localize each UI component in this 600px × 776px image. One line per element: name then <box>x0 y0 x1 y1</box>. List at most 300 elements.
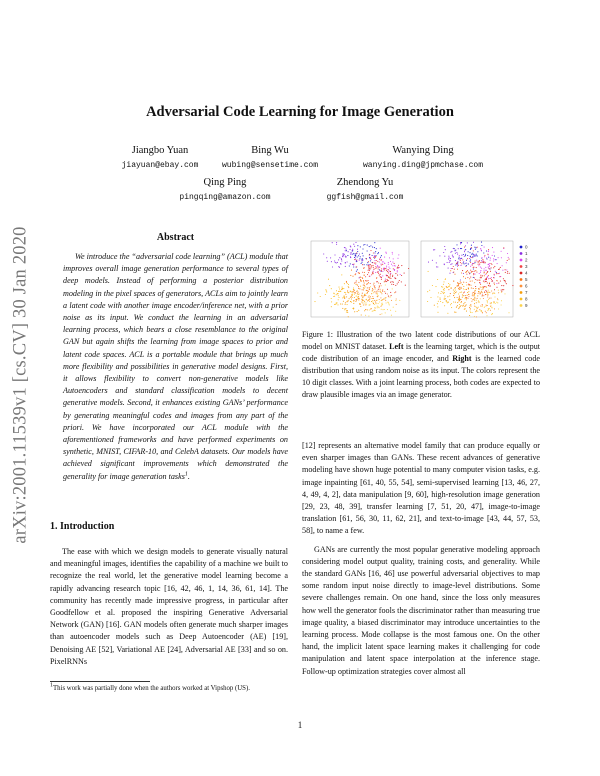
scatter-point <box>485 286 486 287</box>
scatter-point <box>352 276 353 277</box>
scatter-point <box>457 254 458 255</box>
scatter-point <box>463 303 464 304</box>
scatter-point <box>483 287 484 288</box>
scatter-point <box>377 293 378 294</box>
scatter-point <box>328 279 329 280</box>
scatter-point <box>502 265 503 266</box>
scatter-point <box>386 281 387 282</box>
scatter-point <box>336 302 337 303</box>
footnote-rule <box>50 681 150 682</box>
scatter-point <box>367 274 368 275</box>
scatter-point <box>469 315 470 316</box>
scatter-point <box>432 260 433 261</box>
scatter-point <box>485 267 486 268</box>
scatter-point <box>459 257 460 258</box>
scatter-point <box>348 292 349 293</box>
scatter-point <box>494 259 495 260</box>
scatter-point <box>385 284 386 285</box>
scatter-point <box>470 312 471 313</box>
scatter-point <box>464 251 465 252</box>
scatter-point <box>334 304 335 305</box>
scatter-point <box>472 280 473 281</box>
scatter-point <box>349 265 350 266</box>
scatter-point <box>471 247 472 248</box>
scatter-point <box>489 268 490 269</box>
scatter-point <box>385 279 386 280</box>
legend-swatch <box>520 265 523 268</box>
scatter-point <box>489 265 490 266</box>
scatter-point <box>441 291 442 292</box>
scatter-point <box>475 255 476 256</box>
scatter-point <box>440 299 441 300</box>
author-name: Zhendong Yu <box>336 177 394 188</box>
footnote-text: This work was partially done when the authors worked at Vipshop (US). <box>53 685 250 692</box>
scatter-point <box>482 306 483 307</box>
scatter-point <box>479 293 480 294</box>
scatter-point <box>473 294 474 295</box>
scatter-point <box>361 295 362 296</box>
scatter-point <box>364 244 365 245</box>
scatter-point <box>460 258 461 259</box>
scatter-point <box>384 268 385 269</box>
scatter-point <box>357 256 358 257</box>
scatter-point <box>358 294 359 295</box>
scatter-point <box>501 304 502 305</box>
scatter-point <box>459 307 460 308</box>
scatter-point <box>372 271 373 272</box>
scatter-point <box>456 263 457 264</box>
scatter-point <box>466 311 467 312</box>
scatter-point <box>481 245 482 246</box>
scatter-point <box>341 259 342 260</box>
scatter-point <box>378 306 379 307</box>
scatter-point <box>498 283 499 284</box>
scatter-point <box>487 293 488 294</box>
scatter-point <box>345 304 346 305</box>
scatter-point <box>495 303 496 304</box>
scatter-point <box>395 285 396 286</box>
scatter-point <box>471 254 472 255</box>
scatter-point <box>374 263 375 264</box>
scatter-point <box>467 292 468 293</box>
scatter-point <box>444 290 445 291</box>
scatter-point <box>370 308 371 309</box>
scatter-point <box>483 252 484 253</box>
scatter-point <box>498 292 499 293</box>
scatter-point <box>453 271 454 272</box>
scatter-point <box>377 266 378 267</box>
scatter-point <box>473 267 474 268</box>
scatter-point <box>474 306 475 307</box>
scatter-point <box>491 307 492 308</box>
scatter-point <box>447 262 448 263</box>
scatter-point <box>373 252 374 253</box>
scatter-point <box>501 300 502 301</box>
legend-label: 9 <box>525 303 528 309</box>
scatter-point <box>381 285 382 286</box>
author-email: ggfish@gmail.com <box>326 193 404 202</box>
scatter-point <box>476 260 477 261</box>
scatter-point <box>483 298 484 299</box>
scatter-point <box>368 300 369 301</box>
scatter-point <box>484 292 485 293</box>
scatter-point <box>396 304 397 305</box>
scatter-point <box>353 264 354 265</box>
introduction-paragraph: The ease with which we design models to generate visually natural and meaningful images, identifies the capability of a machine we built to recognize the real world, let the generative model learning become a rapidly advancing research topic [16, 42, 46, 1, 14, 36, 61, 14]. The community has recently made impressive progress, in particular after Goodfellow et al. proposed the inspiring Generative Adversarial Network (GAN) [16]. GAN models often generate much sharper images than autoencoder models such as Deep Autoencoder (AE) [19], Denoising AE [52], Variational AE [24], Adversarial AE [33] and so on. PixelRNNs <box>50 547 288 666</box>
scatter-point <box>365 315 366 316</box>
scatter-point <box>452 255 453 256</box>
scatter-point <box>458 248 459 249</box>
scatter-point <box>405 285 406 286</box>
scatter-point <box>399 280 400 281</box>
figure-legend <box>520 245 528 309</box>
scatter-point <box>338 297 339 298</box>
scatter-point <box>360 277 361 278</box>
scatter-point <box>347 301 348 302</box>
scatter-point <box>484 272 485 273</box>
scatter-point <box>370 260 371 261</box>
scatter-point <box>364 264 365 265</box>
scatter-point <box>370 245 371 246</box>
scatter-point <box>387 293 388 294</box>
scatter-point <box>353 253 354 254</box>
scatter-point <box>427 301 428 302</box>
scatter-point <box>325 294 326 295</box>
scatter-point <box>384 269 385 270</box>
scatter-point <box>358 282 359 283</box>
scatter-point <box>401 275 402 276</box>
scatter-point <box>444 296 445 297</box>
scatter-point <box>480 272 481 273</box>
scatter-point <box>389 271 390 272</box>
scatter-point <box>449 257 450 258</box>
scatter-point <box>449 262 450 263</box>
scatter-point <box>443 252 444 253</box>
scatter-point <box>467 258 468 259</box>
scatter-point <box>453 248 454 249</box>
author-email: pingqing@amazon.com <box>179 193 271 202</box>
scatter-point <box>485 262 486 263</box>
scatter-point <box>377 253 378 254</box>
scatter-point <box>480 275 481 276</box>
scatter-point <box>352 292 353 293</box>
scatter-point <box>444 299 445 300</box>
scatter-point <box>331 261 332 262</box>
scatter-point <box>395 278 396 279</box>
scatter-point <box>437 306 438 307</box>
scatter-point <box>393 258 394 259</box>
scatter-point <box>451 268 452 269</box>
scatter-point <box>462 284 463 285</box>
scatter-point <box>468 288 469 289</box>
scatter-point <box>369 276 370 277</box>
scatter-point <box>374 291 375 292</box>
scatter-point <box>339 267 340 268</box>
scatter-point <box>348 251 349 252</box>
scatter-point <box>468 251 469 252</box>
legend-label: 0 <box>525 244 528 250</box>
scatter-point <box>455 302 456 303</box>
scatter-point <box>378 289 379 290</box>
scatter-point <box>471 287 472 288</box>
scatter-point <box>396 298 397 299</box>
scatter-point <box>347 310 348 311</box>
scatter-point <box>352 295 353 296</box>
scatter-point <box>373 284 374 285</box>
scatter-point <box>378 271 379 272</box>
scatter-point <box>353 287 354 288</box>
scatter-point <box>501 290 502 291</box>
scatter-point <box>437 266 438 267</box>
scatter-point <box>380 283 381 284</box>
scatter-point <box>474 247 475 248</box>
scatter-point <box>480 270 481 271</box>
scatter-point <box>440 301 441 302</box>
scatter-point <box>477 255 478 256</box>
scatter-point <box>439 255 440 256</box>
scatter-point <box>468 291 469 292</box>
scatter-point <box>373 265 374 266</box>
page-number: 1 <box>297 720 303 730</box>
scatter-point <box>369 295 370 296</box>
scatter-point <box>480 267 481 268</box>
author-block <box>338 145 508 170</box>
scatter-point <box>478 293 479 294</box>
scatter-point <box>345 266 346 267</box>
scatter-point <box>488 290 489 291</box>
scatter-point <box>470 256 471 257</box>
scatter-point <box>367 300 368 301</box>
scatter-point <box>366 264 367 265</box>
scatter-point <box>428 262 429 263</box>
scatter-point <box>350 275 351 276</box>
scatter-point <box>381 264 382 265</box>
scatter-point <box>382 275 383 276</box>
scatter-point <box>390 310 391 311</box>
scatter-point <box>367 292 368 293</box>
scatter-point <box>362 253 363 254</box>
scatter-point <box>451 263 452 264</box>
scatter-point <box>357 293 358 294</box>
scatter-point <box>380 270 381 271</box>
legend-label: 6 <box>525 283 528 289</box>
scatter-point <box>448 268 449 269</box>
scatter-point <box>465 255 466 256</box>
scatter-point <box>466 298 467 299</box>
scatter-point <box>331 298 332 299</box>
scatter-point <box>450 304 451 305</box>
scatter-point <box>350 301 351 302</box>
scatter-point <box>457 286 458 287</box>
scatter-point <box>380 276 381 277</box>
footnote <box>50 684 288 694</box>
scatter-point <box>360 280 361 281</box>
scatter-point <box>482 312 483 313</box>
scatter-point <box>486 270 487 271</box>
scatter-point <box>498 290 499 291</box>
scatter-point <box>372 302 373 303</box>
scatter-point <box>385 293 386 294</box>
scatter-point <box>397 275 398 276</box>
scatter-point <box>359 277 360 278</box>
scatter-point <box>344 283 345 284</box>
scatter-point <box>480 262 481 263</box>
scatter-point <box>331 288 332 289</box>
scatter-point <box>442 287 443 288</box>
scatter-point <box>342 256 343 257</box>
scatter-point <box>368 315 369 316</box>
scatter-point <box>330 257 331 258</box>
scatter-point <box>480 249 481 250</box>
scatter-point <box>366 302 367 303</box>
scatter-point <box>350 256 351 257</box>
scatter-point <box>470 261 471 262</box>
scatter-point <box>472 293 473 294</box>
scatter-point <box>389 277 390 278</box>
scatter-point <box>512 285 513 286</box>
scatter-point <box>354 259 355 260</box>
scatter-point <box>345 250 346 251</box>
scatter-point <box>408 268 409 269</box>
scatter-point <box>358 298 359 299</box>
scatter-point <box>487 301 488 302</box>
scatter-point <box>459 300 460 301</box>
scatter-point <box>475 306 476 307</box>
scatter-point <box>372 296 373 297</box>
scatter-point <box>370 250 371 251</box>
scatter-point <box>487 276 488 277</box>
scatter-point <box>373 303 374 304</box>
scatter-point <box>476 247 477 248</box>
scatter-point <box>360 286 361 287</box>
scatter-point <box>483 270 484 271</box>
scatter-point <box>455 290 456 291</box>
scatter-point <box>472 256 473 257</box>
legend-label: 2 <box>525 257 528 263</box>
scatter-point <box>369 270 370 271</box>
scatter-point <box>447 313 448 314</box>
scatter-point <box>356 252 357 253</box>
scatter-point <box>391 295 392 296</box>
scatter-point <box>465 266 466 267</box>
scatter-point <box>437 312 438 313</box>
scatter-point <box>506 262 507 263</box>
scatter-point <box>494 255 495 256</box>
scatter-point <box>436 266 437 267</box>
scatter-point <box>368 267 369 268</box>
scatter-point <box>432 285 433 286</box>
scatter-point <box>469 273 470 274</box>
scatter-point <box>397 268 398 269</box>
scatter-point <box>380 257 381 258</box>
scatter-point <box>360 246 361 247</box>
scatter-point <box>341 289 342 290</box>
scatter-point <box>391 284 392 285</box>
scatter-point <box>401 265 402 266</box>
scatter-point <box>485 281 486 282</box>
scatter-point <box>485 279 486 280</box>
scatter-point <box>470 306 471 307</box>
scatter-point <box>369 289 370 290</box>
scatter-point <box>463 286 464 287</box>
scatter-point <box>354 311 355 312</box>
scatter-point <box>344 254 345 255</box>
scatter-point <box>472 295 473 296</box>
scatter-point <box>370 258 371 259</box>
scatter-point <box>352 254 353 255</box>
paper-title: Adversarial Code Learning for Image Generation <box>146 104 454 120</box>
scatter-point <box>379 261 380 262</box>
scatter-point <box>353 289 354 290</box>
scatter-point <box>505 281 506 282</box>
scatter-point <box>502 289 503 290</box>
scatter-point <box>447 302 448 303</box>
scatter-point <box>334 260 335 261</box>
scatter-point <box>453 266 454 267</box>
scatter-point <box>436 262 437 263</box>
scatter-point <box>378 291 379 292</box>
scatter-point <box>354 290 355 291</box>
scatter-point <box>359 258 360 259</box>
scatter-point <box>354 246 355 247</box>
scatter-point <box>395 291 396 292</box>
scatter-point <box>466 271 467 272</box>
scatter-point <box>468 296 469 297</box>
scatter-point <box>473 299 474 300</box>
scatter-point <box>445 298 446 299</box>
scatter-point <box>503 278 504 279</box>
scatter-point <box>388 296 389 297</box>
scatter-point <box>359 260 360 261</box>
scatter-point <box>363 300 364 301</box>
scatter-point <box>386 270 387 271</box>
scatter-point <box>369 301 370 302</box>
scatter-point <box>369 287 370 288</box>
scatter-point <box>470 262 471 263</box>
scatter-point <box>340 263 341 264</box>
scatter-point <box>355 256 356 257</box>
scatter-point <box>506 283 507 284</box>
scatter-point <box>373 269 374 270</box>
scatter-point <box>508 257 509 258</box>
scatter-point <box>473 273 474 274</box>
scatter-point <box>374 258 375 259</box>
scatter-point <box>490 306 491 307</box>
scatter-point <box>492 255 493 256</box>
scatter-point <box>373 267 374 268</box>
scatter-point <box>463 262 464 263</box>
scatter-point <box>369 255 370 256</box>
scatter-point <box>391 300 392 301</box>
scatter-point <box>463 261 464 262</box>
scatter-point <box>468 294 469 295</box>
scatter-point <box>470 304 471 305</box>
scatter-point <box>380 306 381 307</box>
scatter-point <box>377 261 378 262</box>
scatter-point <box>475 270 476 271</box>
scatter-point <box>476 316 477 317</box>
scatter-point <box>376 292 377 293</box>
scatter-point <box>491 290 492 291</box>
scatter-point <box>465 278 466 279</box>
scatter-point <box>331 301 332 302</box>
scatter-point <box>379 287 380 288</box>
scatter-point <box>448 286 449 287</box>
scatter-point <box>503 289 504 290</box>
scatter-point <box>457 283 458 284</box>
scatter-point <box>356 271 357 272</box>
scatter-point <box>485 290 486 291</box>
